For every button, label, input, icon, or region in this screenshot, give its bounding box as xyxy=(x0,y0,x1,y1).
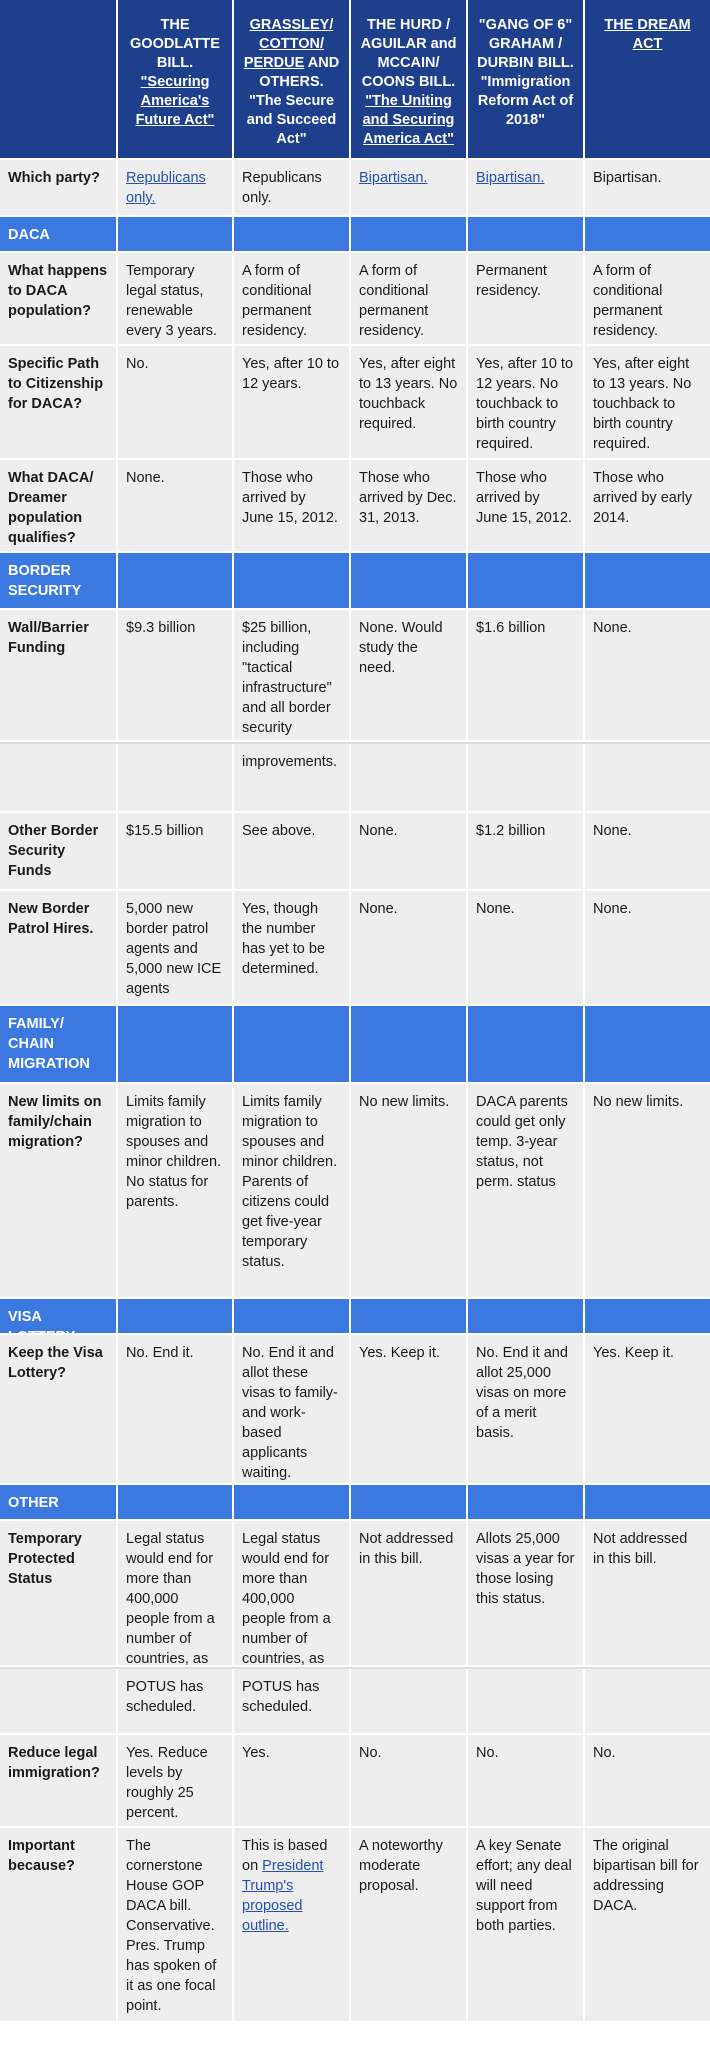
section-label: OTHER xyxy=(0,1485,118,1519)
table-cell: Those who arrived by June 15, 2012. xyxy=(468,460,585,551)
table-cell: Permanent residency. xyxy=(468,253,585,344)
table-cell: Yes, after 10 to 12 years. xyxy=(234,346,351,458)
table-cell: Limits family migration to spouses and minor children. Parents of citizens could get five-year temporary status. xyxy=(234,1084,351,1297)
party-gang6-link[interactable]: Bipartisan. xyxy=(476,170,545,186)
table-cell: No. xyxy=(468,1735,585,1826)
daca-population-row xyxy=(0,253,710,346)
table-cell: No. xyxy=(585,1735,710,1826)
party-hurd-link[interactable]: Bipartisan. xyxy=(359,170,428,186)
table-cell: Yes, after eight to 13 years. No touchback to birth country required. xyxy=(585,346,710,458)
table-cell: A form of conditional permanent residency. xyxy=(234,253,351,344)
header-row xyxy=(0,0,710,160)
section-daca xyxy=(0,217,710,253)
table-cell: The original bipartisan bill for addressing DACA. xyxy=(585,1828,710,2021)
table-cell: No new limits. xyxy=(351,1084,468,1297)
table-cell: Those who arrived by early 2014. xyxy=(585,460,710,551)
patrol-row xyxy=(0,891,710,1006)
tps-row xyxy=(0,1521,710,1667)
table-cell: improvements. xyxy=(234,744,351,811)
row-label: New limits on family/chain migration? xyxy=(0,1084,118,1297)
table-cell: Yes, after 10 to 12 years. No touchback to birth country required. xyxy=(468,346,585,458)
row-label: Which party? xyxy=(0,160,118,215)
row-label: Temporary Protected Status xyxy=(0,1521,118,1665)
table-cell: A form of conditional permanent residency. xyxy=(585,253,710,344)
table-cell: None. xyxy=(585,813,710,889)
family-limits-row xyxy=(0,1084,710,1299)
header-grassley xyxy=(234,0,351,158)
section-border xyxy=(0,553,710,610)
party-row xyxy=(0,160,710,217)
table-cell xyxy=(234,1828,351,2021)
table-cell: Temporary legal status, renewable every 3 years. xyxy=(118,253,234,344)
table-cell: 5,000 new border patrol agents and 5,000 new ICE agents xyxy=(118,891,234,1004)
table-cell: None. xyxy=(585,891,710,1004)
wall-continued-row xyxy=(0,744,710,813)
section-other xyxy=(0,1485,710,1521)
header-dream-link[interactable]: THE DREAM ACT xyxy=(604,17,691,52)
table-cell: $25 billion, including "tactical infrastructure" and all border security xyxy=(234,610,351,740)
header-hurd-title: THE HURD / AGUILAR and MCCAIN/ COONS BILL. xyxy=(360,17,457,90)
row-label: What DACA/ Dreamer population qualifies? xyxy=(0,460,118,551)
header-goodlatte-title: THE GOODLATTE BILL. xyxy=(130,17,220,71)
table-cell: None. xyxy=(468,891,585,1004)
table-cell: $9.3 billion xyxy=(118,610,234,740)
citizenship-row xyxy=(0,346,710,460)
important-grassley-text: This is based on xyxy=(242,1838,328,1874)
section-visa xyxy=(0,1299,710,1335)
party-grassley: Republicans only. xyxy=(234,160,351,215)
table-cell: None. xyxy=(118,460,234,551)
table-cell: Yes. Keep it. xyxy=(351,1335,468,1483)
table-cell: Yes, after eight to 13 years. No touchback required. xyxy=(351,346,468,458)
table-cell: POTUS has scheduled. xyxy=(118,1669,234,1733)
section-family xyxy=(0,1006,710,1084)
header-gang6 xyxy=(468,0,585,158)
table-cell: Allots 25,000 visas a year for those losing this status. xyxy=(468,1521,585,1665)
table-cell: $1.2 billion xyxy=(468,813,585,889)
row-label: New Border Patrol Hires. xyxy=(0,891,118,1004)
table-cell: $15.5 billion xyxy=(118,813,234,889)
table-cell: DACA parents could get only temp. 3-year status, not perm. status xyxy=(468,1084,585,1297)
other-border-row xyxy=(0,813,710,891)
table-cell: Yes, though the number has yet to be determined. xyxy=(234,891,351,1004)
header-goodlatte-link[interactable]: "Securing America's Future Act" xyxy=(135,74,215,128)
tps-continued-row xyxy=(0,1669,710,1735)
table-cell: Limits family migration to spouses and minor children. No status for parents. xyxy=(118,1084,234,1297)
table-cell: None. xyxy=(351,813,468,889)
table-cell: Those who arrived by Dec. 31, 2013. xyxy=(351,460,468,551)
table-cell: A form of conditional permanent residency. xyxy=(351,253,468,344)
section-label: VISA xyxy=(0,1299,118,1333)
header-hurd-link[interactable]: "The Uniting and Securing America Act" xyxy=(362,93,455,147)
header-corner xyxy=(0,0,118,158)
table-cell: POTUS has scheduled. xyxy=(234,1669,351,1733)
visa-lottery-row xyxy=(0,1335,710,1485)
table-cell: Not addressed in this bill. xyxy=(585,1521,710,1665)
table-cell: Not addressed in this bill. xyxy=(351,1521,468,1665)
header-dream xyxy=(585,0,710,158)
party-gang6 xyxy=(468,160,585,215)
table-cell: None. xyxy=(585,610,710,740)
header-hurd xyxy=(351,0,468,158)
table-cell: A noteworthy moderate proposal. xyxy=(351,1828,468,2021)
row-label: Keep the Visa Lottery? xyxy=(0,1335,118,1483)
section-label: BORDER SECURITY xyxy=(0,553,118,608)
party-hurd xyxy=(351,160,468,215)
row-label: Important because? xyxy=(0,1828,118,2021)
table-cell: No. End it and allot these visas to family- and work-based applicants waiting. xyxy=(234,1335,351,1483)
table-cell: Yes. Keep it. xyxy=(585,1335,710,1483)
row-label: Reduce legal immigration? xyxy=(0,1735,118,1826)
header-gang6-title: "GANG OF 6" GRAHAM / DURBIN BILL. "Immigration Reform Act of 2018" xyxy=(477,17,574,128)
table-cell: Legal status would end for more than 400,000 people from a number of countries, as xyxy=(234,1521,351,1665)
table-cell: No. xyxy=(118,346,234,458)
section-label: FAMILY/ CHAIN MIGRATION xyxy=(0,1006,118,1082)
header-grassley-link[interactable]: GRASSLEY/ COTTON/ PERDUE xyxy=(243,17,334,71)
header-grassley-title: AND OTHERS. "The Secure and Succeed Act" xyxy=(246,55,340,147)
table-cell: $1.6 billion xyxy=(468,610,585,740)
table-cell: See above. xyxy=(234,813,351,889)
row-label: Wall/Barrier Funding xyxy=(0,610,118,740)
header-goodlatte xyxy=(118,0,234,158)
table-cell: No. End it and allot 25,000 visas on more of a merit basis. xyxy=(468,1335,585,1483)
trump-outline-link[interactable]: President Trump's proposed outline. xyxy=(242,1858,324,1934)
table-cell: None. Would study the need. xyxy=(351,610,468,740)
table-cell: Legal status would end for more than 400,000 people from a number of countries, as xyxy=(118,1521,234,1665)
table-cell: Yes. Reduce levels by roughly 25 percent. xyxy=(118,1735,234,1826)
table-cell: The cornerstone House GOP DACA bill. Conservative. Pres. Trump has spoken of it as one focal point. xyxy=(118,1828,234,2021)
table-cell: No. xyxy=(351,1735,468,1826)
row-label: What happens to DACA population? xyxy=(0,253,118,344)
wall-row xyxy=(0,610,710,742)
table-cell: No new limits. xyxy=(585,1084,710,1297)
row-label: Other Border Security Funds xyxy=(0,813,118,889)
qualifies-row xyxy=(0,460,710,553)
table-cell: None. xyxy=(351,891,468,1004)
important-row xyxy=(0,1828,710,2023)
table-cell: Those who arrived by June 15, 2012. xyxy=(234,460,351,551)
table-cell: No. End it. xyxy=(118,1335,234,1483)
row-label: Specific Path to Citizenship for DACA? xyxy=(0,346,118,458)
party-goodlatte xyxy=(118,160,234,215)
party-dream: Bipartisan. xyxy=(585,160,710,215)
section-label: DACA xyxy=(0,217,118,251)
table-cell: A key Senate effort; any deal will need support from both parties. xyxy=(468,1828,585,2021)
table-cell: Yes. xyxy=(234,1735,351,1826)
reduce-row xyxy=(0,1735,710,1828)
party-goodlatte-link[interactable]: Republicans only. xyxy=(126,170,206,206)
